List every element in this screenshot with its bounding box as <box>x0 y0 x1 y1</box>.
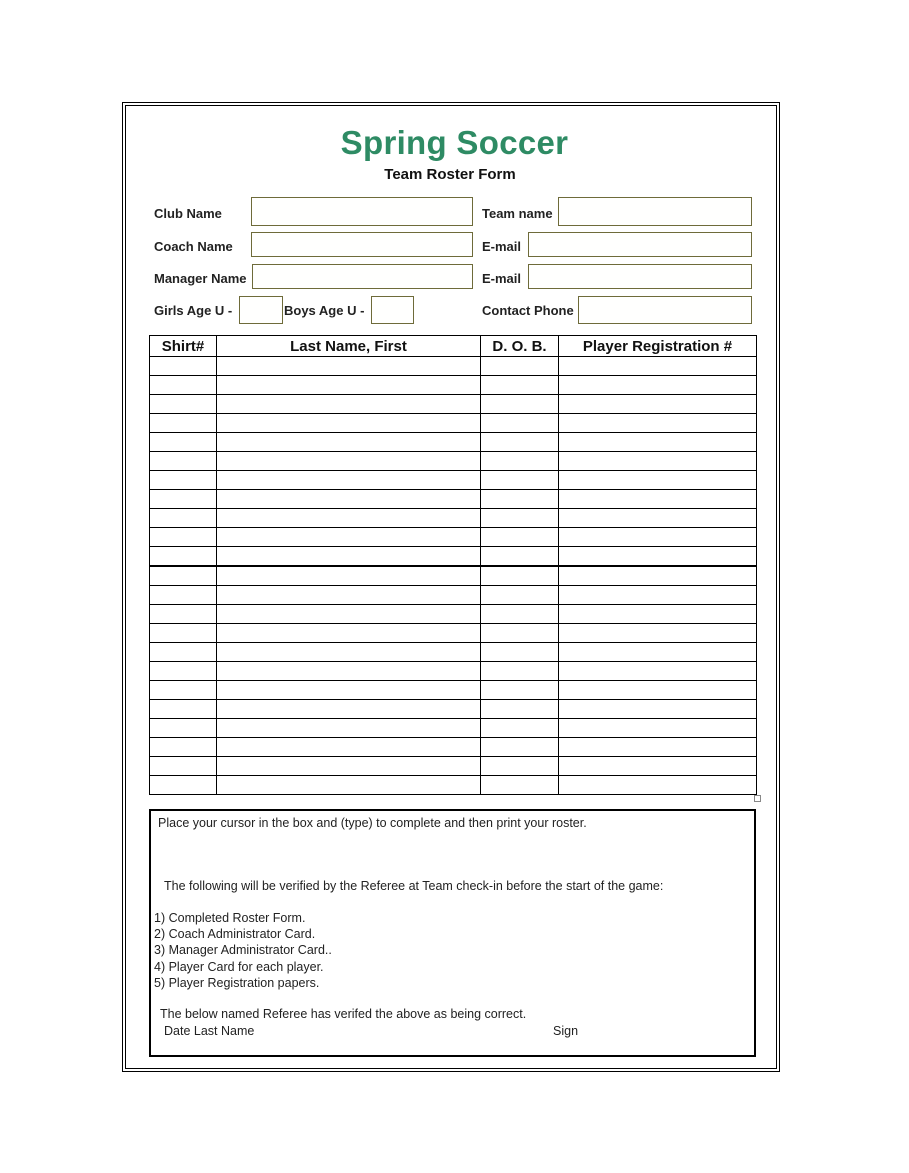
shirt-cell[interactable] <box>150 662 217 681</box>
instruction-text: Place your cursor in the box and (type) to complete and then print your roster. <box>158 816 587 830</box>
roster-row <box>150 452 757 471</box>
registration-cell[interactable] <box>559 757 757 776</box>
shirt-cell[interactable] <box>150 700 217 719</box>
roster-row <box>150 566 757 586</box>
shirt-cell[interactable] <box>150 757 217 776</box>
registration-cell[interactable] <box>559 776 757 795</box>
name-cell[interactable] <box>217 471 481 490</box>
registration-cell[interactable] <box>559 643 757 662</box>
dob-cell[interactable] <box>481 509 559 528</box>
registration-cell[interactable] <box>559 738 757 757</box>
club-name-label: Club Name <box>154 206 222 221</box>
roster-row <box>150 643 757 662</box>
shirt-cell[interactable] <box>150 586 217 605</box>
shirt-cell[interactable] <box>150 490 217 509</box>
registration-cell[interactable] <box>559 376 757 395</box>
boys-age-label: Boys Age U - <box>284 303 365 318</box>
shirt-cell[interactable] <box>150 414 217 433</box>
registration-cell[interactable] <box>559 586 757 605</box>
registration-cell[interactable] <box>559 700 757 719</box>
roster-row <box>150 662 757 681</box>
dob-cell[interactable] <box>481 357 559 376</box>
roster-row <box>150 357 757 376</box>
registration-cell[interactable] <box>559 566 757 586</box>
shirt-cell[interactable] <box>150 566 217 586</box>
dob-cell[interactable] <box>481 605 559 624</box>
contact-phone-field[interactable] <box>578 296 752 324</box>
shirt-cell[interactable] <box>150 433 217 452</box>
shirt-cell[interactable] <box>150 452 217 471</box>
checklist-item: 2) Coach Administrator Card. <box>154 927 316 941</box>
name-cell[interactable] <box>217 681 481 700</box>
coach-name-label: Coach Name <box>154 239 233 254</box>
name-cell[interactable] <box>217 547 481 567</box>
shirt-cell[interactable] <box>150 738 217 757</box>
roster-row <box>150 547 757 567</box>
registration-cell[interactable] <box>559 528 757 547</box>
dob-cell[interactable] <box>481 776 559 795</box>
checklist-item: 1) Completed Roster Form. <box>154 911 306 925</box>
roster-row <box>150 776 757 795</box>
dob-cell[interactable] <box>481 414 559 433</box>
roster-row <box>150 681 757 700</box>
roster-row <box>150 528 757 547</box>
team-name-label: Team name <box>482 206 553 221</box>
name-cell[interactable] <box>217 605 481 624</box>
boys-age-field[interactable] <box>371 296 414 324</box>
checklist-item: 3) Manager Administrator Card.. <box>154 943 332 957</box>
dob-cell[interactable] <box>481 471 559 490</box>
dob-cell[interactable] <box>481 376 559 395</box>
roster-row <box>150 509 757 528</box>
dob-cell[interactable] <box>481 738 559 757</box>
dob-cell[interactable] <box>481 490 559 509</box>
name-cell[interactable] <box>217 452 481 471</box>
coach-email-field[interactable] <box>528 232 752 257</box>
name-cell[interactable] <box>217 776 481 795</box>
team-name-field[interactable] <box>558 197 752 226</box>
table-resize-handle[interactable] <box>754 795 761 802</box>
dob-cell[interactable] <box>481 528 559 547</box>
roster-row <box>150 376 757 395</box>
name-cell[interactable] <box>217 566 481 586</box>
name-cell[interactable] <box>217 376 481 395</box>
name-cell[interactable] <box>217 624 481 643</box>
coach-email-label: E-mail <box>482 239 522 254</box>
shirt-cell[interactable] <box>150 509 217 528</box>
dob-cell[interactable] <box>481 719 559 738</box>
manager-name-field[interactable] <box>252 264 473 289</box>
registration-cell[interactable] <box>559 452 757 471</box>
shirt-cell[interactable] <box>150 395 217 414</box>
shirt-cell[interactable] <box>150 605 217 624</box>
roster-header-row <box>150 336 757 357</box>
shirt-cell[interactable] <box>150 624 217 643</box>
name-cell[interactable] <box>217 433 481 452</box>
name-cell[interactable] <box>217 586 481 605</box>
roster-row <box>150 757 757 776</box>
dob-cell[interactable] <box>481 681 559 700</box>
shirt-cell[interactable] <box>150 547 217 567</box>
name-cell[interactable] <box>217 528 481 547</box>
dob-cell[interactable] <box>481 624 559 643</box>
date-lastname-label: Date Last Name <box>164 1024 255 1038</box>
name-cell[interactable] <box>217 395 481 414</box>
name-cell[interactable] <box>217 738 481 757</box>
registration-cell[interactable] <box>559 395 757 414</box>
dob-cell[interactable] <box>481 547 559 567</box>
checklist-item: 4) Player Card for each player. <box>154 960 324 974</box>
roster-row <box>150 738 757 757</box>
dob-cell[interactable] <box>481 643 559 662</box>
shirt-cell[interactable] <box>150 681 217 700</box>
roster-row <box>150 433 757 452</box>
roster-table <box>149 335 757 795</box>
column-header-dob: D. O. B. <box>481 336 559 357</box>
roster-row <box>150 624 757 643</box>
column-header-name: Last Name, First <box>217 336 481 357</box>
coach-name-field[interactable] <box>251 232 473 257</box>
column-header-shirt: Shirt# <box>150 336 217 357</box>
dob-cell[interactable] <box>481 662 559 681</box>
dob-cell[interactable] <box>481 395 559 414</box>
girls-age-label: Girls Age U - <box>154 303 233 318</box>
column-header-registration: Player Registration # <box>559 336 757 357</box>
shirt-cell[interactable] <box>150 776 217 795</box>
verify-intro-text: The following will be verified by the Referee at Team check-in before the start of the game: <box>164 879 664 893</box>
shirt-cell[interactable] <box>150 357 217 376</box>
shirt-cell[interactable] <box>150 528 217 547</box>
shirt-cell[interactable] <box>150 471 217 490</box>
shirt-cell[interactable] <box>150 719 217 738</box>
name-cell[interactable] <box>217 490 481 509</box>
manager-email-field[interactable] <box>528 264 752 289</box>
dob-cell[interactable] <box>481 700 559 719</box>
form-subtitle: Team Roster Form <box>384 166 516 183</box>
roster-row <box>150 700 757 719</box>
name-cell[interactable] <box>217 757 481 776</box>
registration-cell[interactable] <box>559 624 757 643</box>
dob-cell[interactable] <box>481 566 559 586</box>
registration-cell[interactable] <box>559 681 757 700</box>
registration-cell[interactable] <box>559 357 757 376</box>
name-cell[interactable] <box>217 700 481 719</box>
form-title: Spring Soccer <box>340 124 569 161</box>
registration-cell[interactable] <box>559 433 757 452</box>
roster-row <box>150 605 757 624</box>
contact-phone-label: Contact Phone <box>482 303 574 318</box>
roster-row <box>150 586 757 605</box>
roster-row <box>150 490 757 509</box>
registration-cell[interactable] <box>559 414 757 433</box>
roster-row <box>150 719 757 738</box>
registration-cell[interactable] <box>559 605 757 624</box>
registration-cell[interactable] <box>559 490 757 509</box>
dob-cell[interactable] <box>481 433 559 452</box>
club-name-field[interactable] <box>251 197 473 226</box>
shirt-cell[interactable] <box>150 643 217 662</box>
name-cell[interactable] <box>217 357 481 376</box>
name-cell[interactable] <box>217 719 481 738</box>
instructions-box[interactable] <box>149 809 756 1057</box>
registration-cell[interactable] <box>559 509 757 528</box>
girls-age-field[interactable] <box>239 296 283 324</box>
registration-cell[interactable] <box>559 662 757 681</box>
shirt-cell[interactable] <box>150 376 217 395</box>
sign-label: Sign <box>553 1024 579 1038</box>
roster-row <box>150 395 757 414</box>
registration-cell[interactable] <box>559 719 757 738</box>
manager-email-label: E-mail <box>482 271 522 286</box>
name-cell[interactable] <box>217 414 481 433</box>
dob-cell[interactable] <box>481 757 559 776</box>
checklist-item: 5) Player Registration papers. <box>154 976 320 990</box>
name-cell[interactable] <box>217 509 481 528</box>
dob-cell[interactable] <box>481 452 559 471</box>
registration-cell[interactable] <box>559 547 757 567</box>
roster-body <box>150 357 757 795</box>
roster-row <box>150 471 757 490</box>
dob-cell[interactable] <box>481 586 559 605</box>
referee-statement: The below named Referee has verifed the above as being correct. <box>160 1007 527 1021</box>
roster-row <box>150 414 757 433</box>
registration-cell[interactable] <box>559 471 757 490</box>
manager-name-label: Manager Name <box>154 271 247 286</box>
name-cell[interactable] <box>217 662 481 681</box>
name-cell[interactable] <box>217 643 481 662</box>
